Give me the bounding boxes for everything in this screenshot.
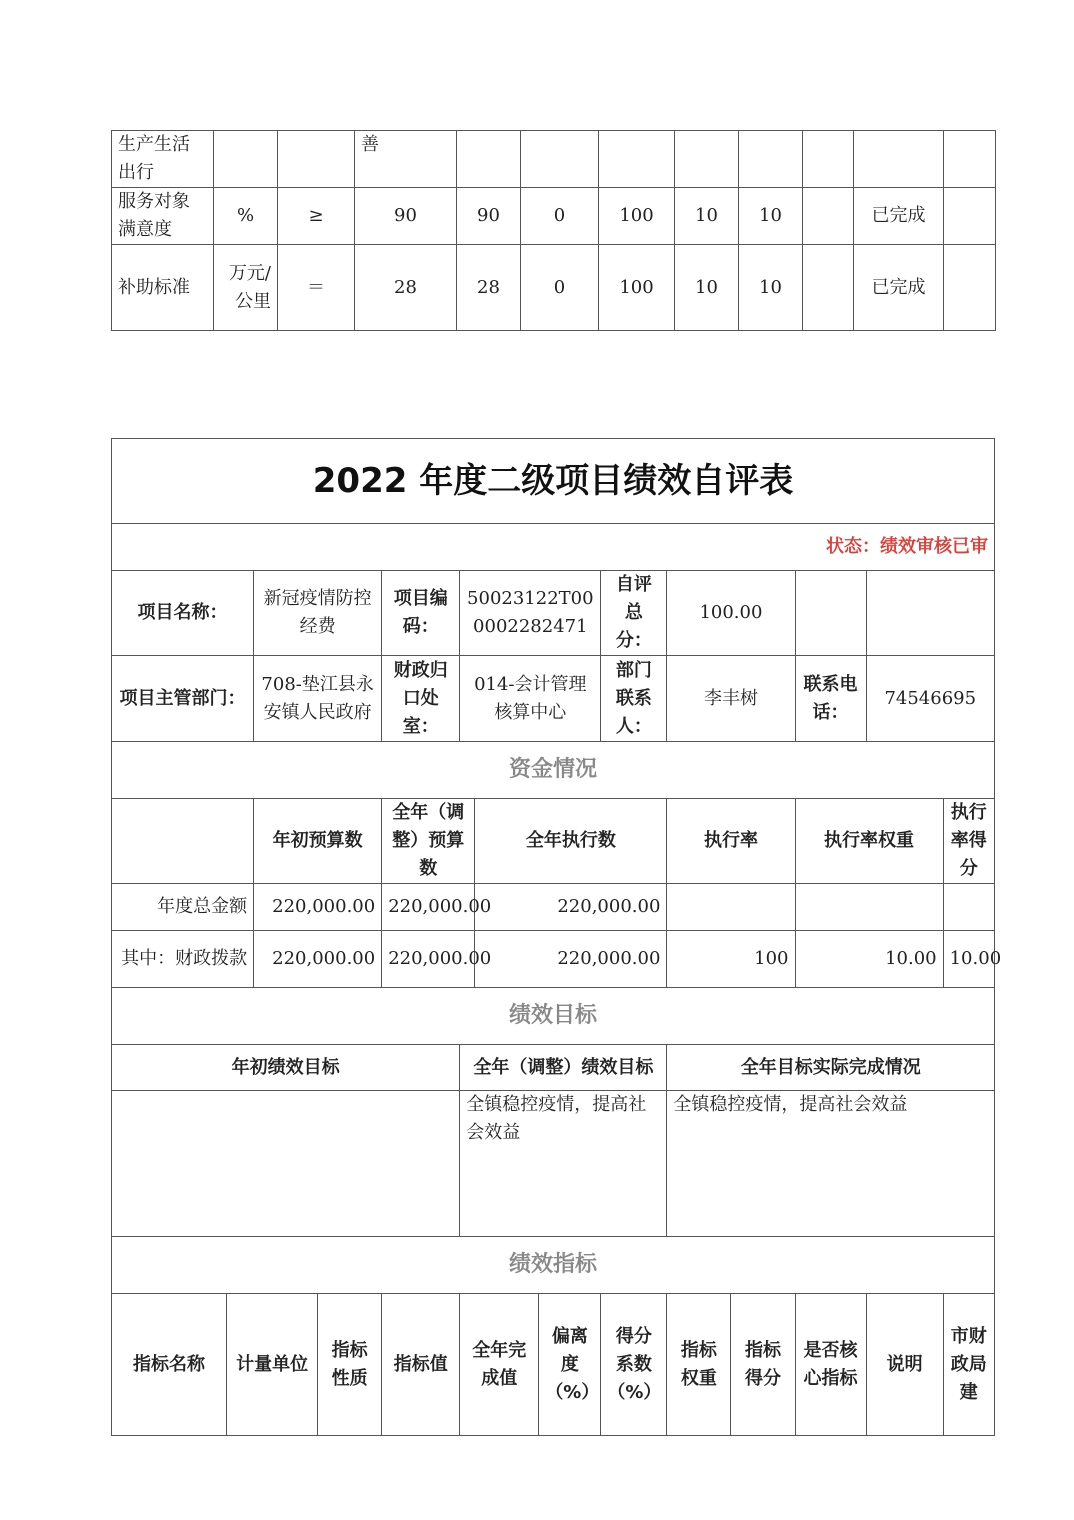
weight-cell: 10: [675, 188, 739, 245]
adjusted-budget: 220,000.00: [382, 931, 475, 988]
title-row: [112, 439, 995, 524]
table-row: [112, 131, 996, 188]
indicator-name: 服务对象满意度: [112, 188, 214, 245]
indicator-header: 说明: [866, 1294, 943, 1436]
execution-rate: [667, 884, 795, 931]
goals-header: 全年（调整）绩效目标: [460, 1045, 667, 1091]
table-row: [112, 931, 995, 988]
department-value: 708-垫江县永安镇人民政府: [254, 656, 382, 742]
status-badge: 状态：绩效审核已审: [112, 524, 995, 571]
deviation-cell: 0: [521, 188, 599, 245]
goals-section-row: [112, 988, 995, 1045]
coefficient-cell: 100: [599, 245, 675, 331]
indicator-header: 计量单位: [227, 1294, 318, 1436]
execution-rate: 100: [667, 931, 795, 988]
rate-weight: [795, 884, 943, 931]
funds-section-row: [112, 742, 995, 799]
indicator-name: 生产生活出行: [112, 131, 214, 188]
project-name-label: 项目名称：: [112, 571, 254, 656]
funds-header: 执行率得分: [943, 799, 994, 884]
unit-cell: [214, 131, 278, 188]
indicators-header-row: [112, 1294, 995, 1436]
core-cell: [803, 188, 854, 245]
adjusted-budget: 220,000.00: [382, 884, 475, 931]
initial-budget: 220,000.00: [254, 884, 382, 931]
adjusted-goal: 全镇稳控疫情，提高社会效益: [460, 1091, 667, 1237]
funds-row-label: 其中：财政拨款: [112, 931, 254, 988]
indicator-header: 是否核心指标: [795, 1294, 866, 1436]
goals-header: 全年目标实际完成情况: [667, 1045, 995, 1091]
form-title: 2022 年度二级项目绩效自评表: [112, 439, 995, 524]
funds-header: 年初预算数: [254, 799, 382, 884]
funds-header: 全年（调整）预算数: [382, 799, 475, 884]
self-evaluation-form: [111, 438, 1002, 1436]
nature-cell: ＝: [278, 245, 355, 331]
table-row: [112, 188, 996, 245]
rate-score: 10.00: [943, 931, 994, 988]
goals-content-row: [112, 1091, 995, 1237]
goals-section-title: 绩效目标: [112, 988, 995, 1045]
score-cell: 10: [739, 188, 803, 245]
phone-value: 74546695: [866, 656, 994, 742]
indicator-header: 得分系数（%）: [601, 1294, 667, 1436]
self-score-value: 100.00: [667, 571, 795, 656]
nature-cell: ≥: [278, 188, 355, 245]
unit-cell: 万元/公里: [214, 245, 278, 331]
indicator-name: 补助标准: [112, 245, 214, 331]
executed-amount: 220,000.00: [475, 931, 667, 988]
value-cell: 28: [355, 245, 457, 331]
indicators-section-row: [112, 1237, 995, 1294]
funds-header-row: [112, 799, 995, 884]
goals-header: 年初绩效目标: [112, 1045, 460, 1091]
status-row: [112, 524, 995, 571]
funds-header: 全年执行数: [475, 799, 667, 884]
self-score-label: 自评总分：: [601, 571, 667, 656]
coefficient-cell: 100: [599, 188, 675, 245]
project-info-row: [112, 571, 995, 656]
indicator-header: 偏离度（%）: [539, 1294, 601, 1436]
value-cell: 善: [355, 131, 457, 188]
department-label: 项目主管部门：: [112, 656, 254, 742]
indicator-header: 市财政局建: [943, 1294, 994, 1436]
actual-goal: 全镇稳控疫情，提高社会效益: [667, 1091, 995, 1237]
phone-label: 联系电话：: [795, 656, 866, 742]
contact-label: 部门联系人：: [601, 656, 667, 742]
project-name-value: 新冠疫情防控经费: [254, 571, 382, 656]
unit-cell: %: [214, 188, 278, 245]
initial-goal: [112, 1091, 460, 1237]
nature-cell: [278, 131, 355, 188]
funds-header: 执行率: [667, 799, 795, 884]
project-code-value: 50023122T000002282471: [460, 571, 601, 656]
finance-office-label: 财政归口处室：: [382, 656, 460, 742]
core-cell: [803, 245, 854, 331]
funds-section-title: 资金情况: [112, 742, 995, 799]
score-cell: 10: [739, 245, 803, 331]
complete-cell: 90: [457, 188, 521, 245]
rate-score: [943, 884, 994, 931]
indicator-header: 指标权重: [667, 1294, 731, 1436]
initial-budget: 220,000.00: [254, 931, 382, 988]
previous-indicator-table: [111, 130, 996, 331]
deviation-cell: 0: [521, 245, 599, 331]
indicator-header: 全年完成值: [460, 1294, 539, 1436]
note-cell: 已完成: [854, 245, 944, 331]
complete-cell: 28: [457, 245, 521, 331]
indicator-header: 指标性质: [318, 1294, 382, 1436]
department-info-row: [112, 656, 995, 742]
funds-header: 执行率权重: [795, 799, 943, 884]
indicator-header: 指标得分: [731, 1294, 795, 1436]
weight-cell: 10: [675, 245, 739, 331]
finance-office-value: 014-会计管理核算中心: [460, 656, 601, 742]
table-row: [112, 245, 996, 331]
funds-row-label: 年度总金额: [112, 884, 254, 931]
rate-weight: 10.00: [795, 931, 943, 988]
indicator-header: 指标名称: [112, 1294, 227, 1436]
contact-value: 李丰树: [667, 656, 795, 742]
goals-header-row: [112, 1045, 995, 1091]
note-cell: 已完成: [854, 188, 944, 245]
project-code-label: 项目编码：: [382, 571, 460, 656]
table-row: [112, 884, 995, 931]
indicators-section-title: 绩效指标: [112, 1237, 995, 1294]
indicator-header: 指标值: [382, 1294, 460, 1436]
executed-amount: 220,000.00: [475, 884, 667, 931]
value-cell: 90: [355, 188, 457, 245]
